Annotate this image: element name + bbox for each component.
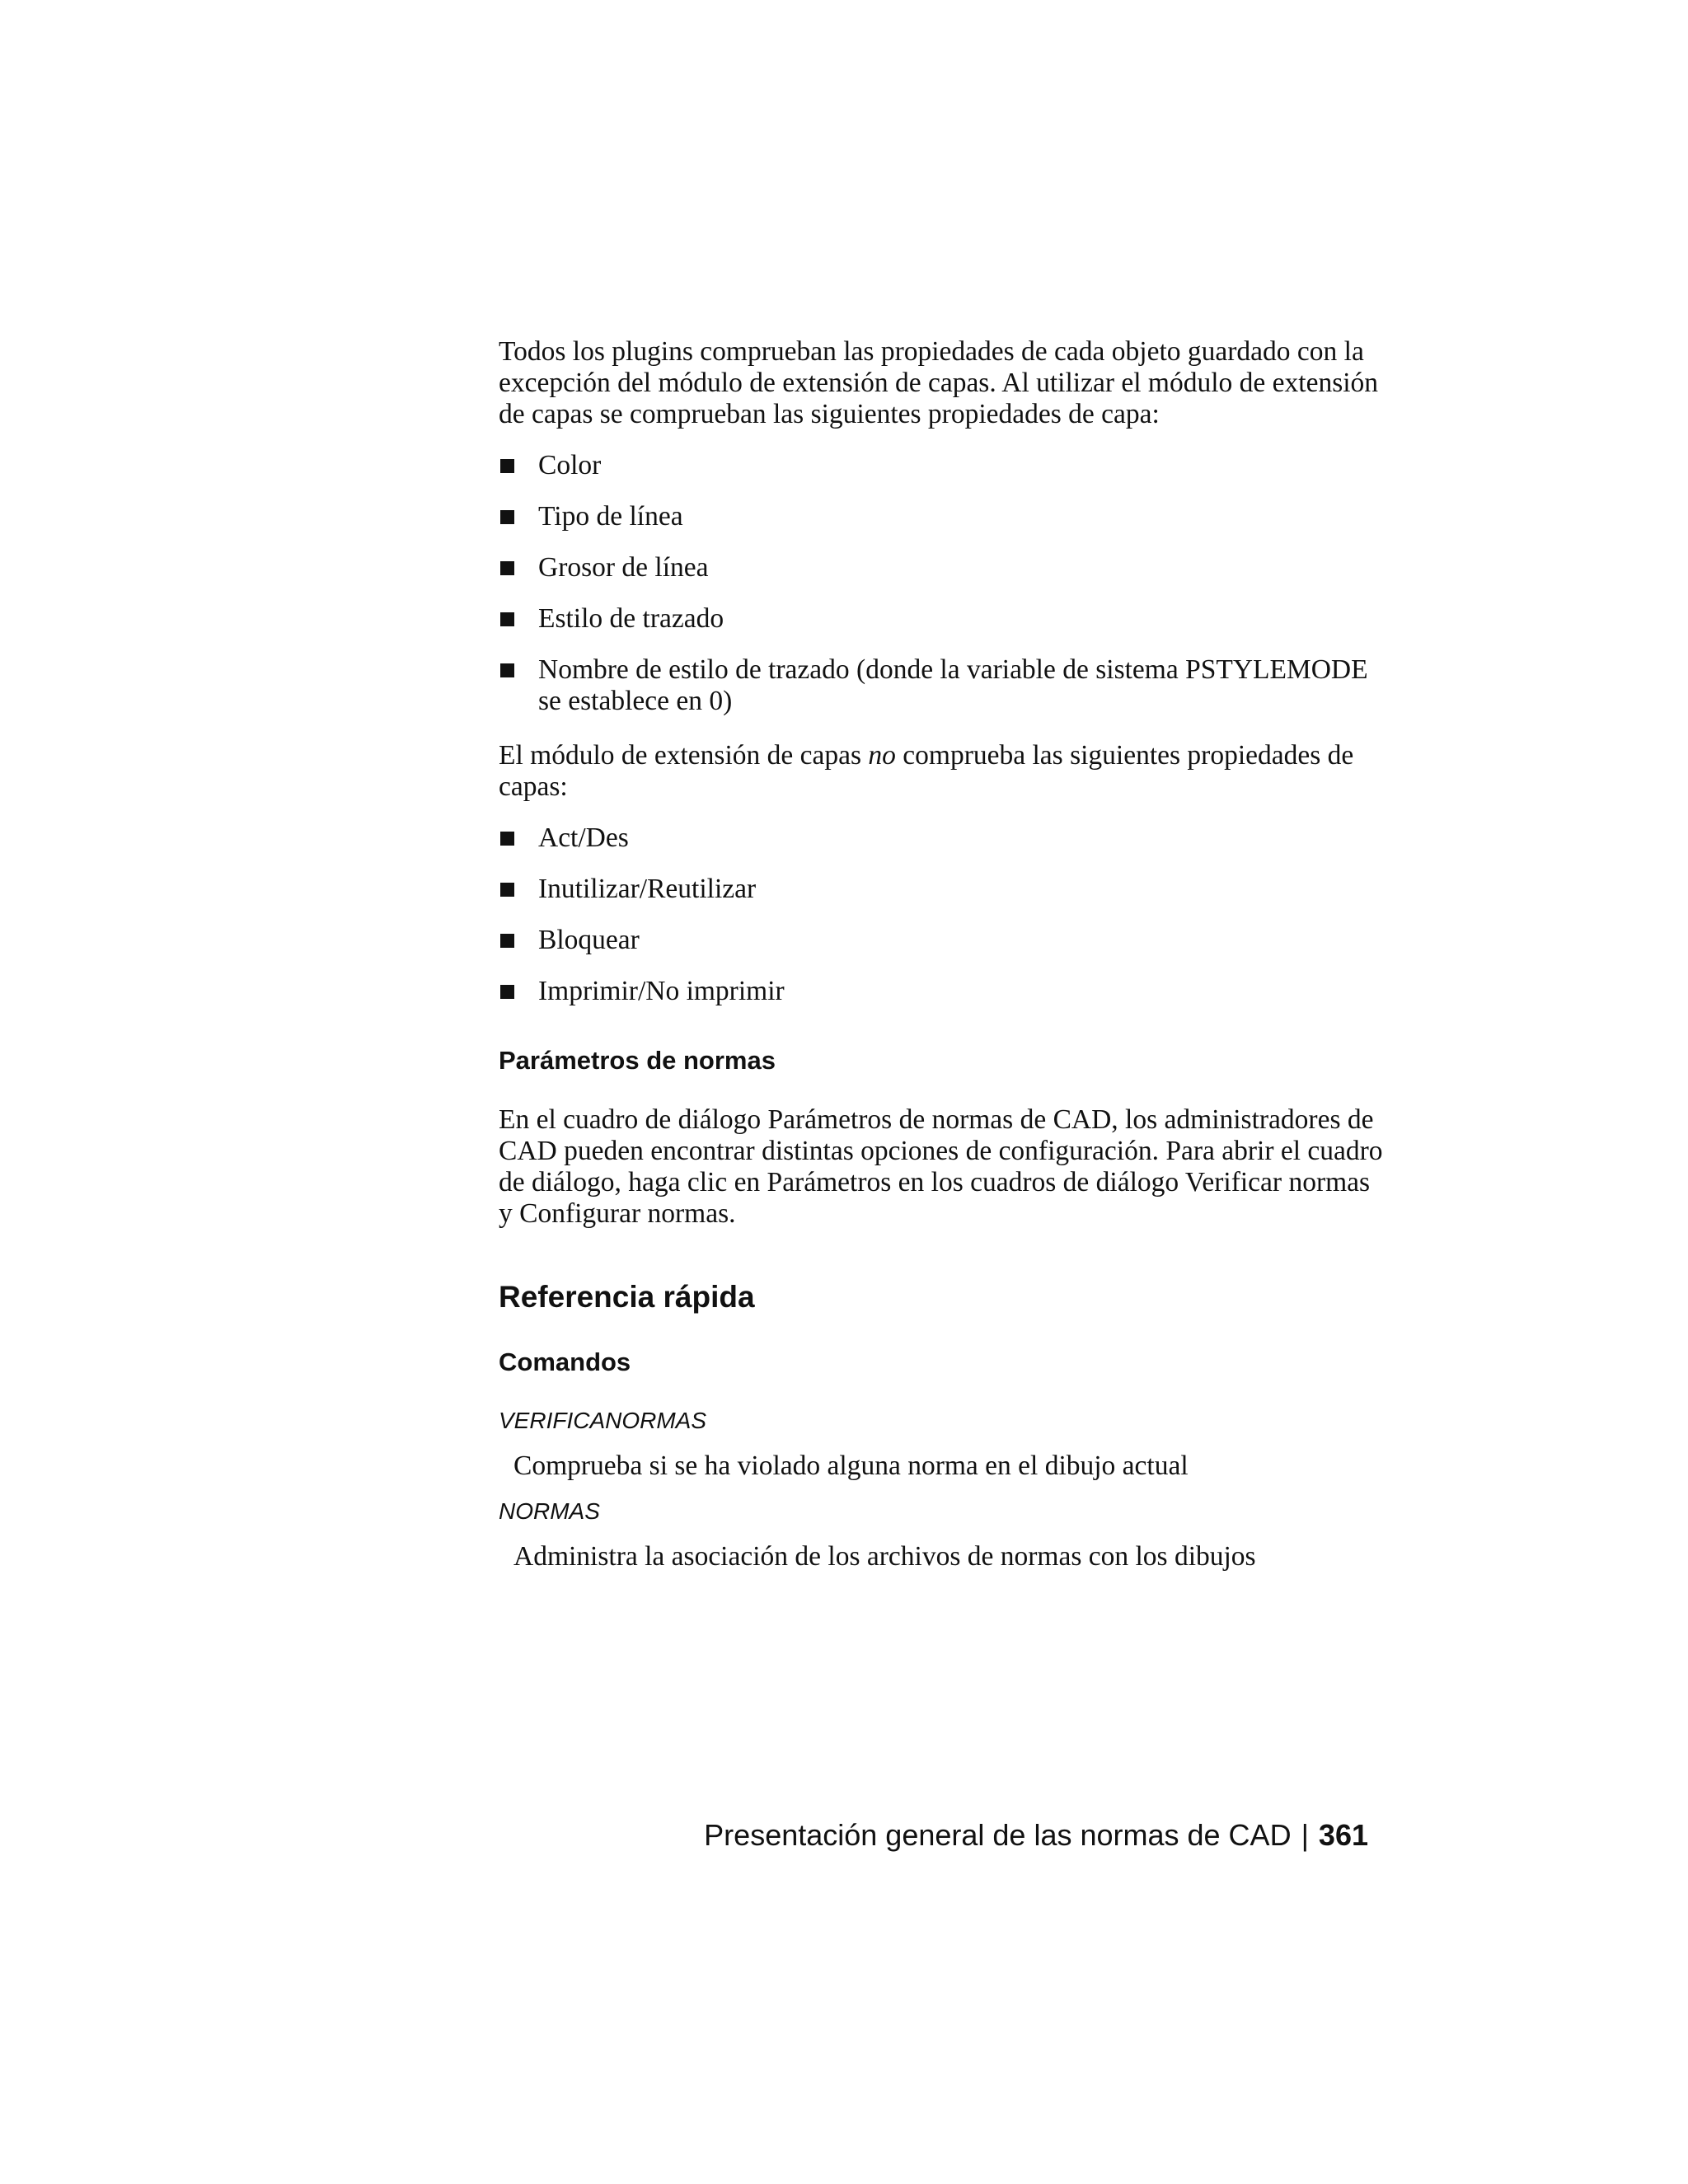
list-item-text: Tipo de línea [538, 501, 683, 532]
list-item-text: Estilo de trazado [538, 603, 724, 634]
intro-paragraph: Todos los plugins comprueban las propiedades de cada objeto guardado con la excepción del módulo de extensión de capas. Al utilizar el módulo de extensión de capas se comprueban las siguientes propiedades de capa: [499, 336, 1379, 429]
square-bullet-icon [500, 561, 514, 575]
square-bullet-icon [500, 934, 514, 948]
quick-reference-heading: Referencia rápida [499, 1280, 755, 1314]
list-item-text: Bloquear [538, 925, 640, 955]
command-name: VERIFICANORMAS [499, 1408, 707, 1433]
list-item [499, 823, 1385, 854]
list-item [499, 976, 1385, 1007]
command-name: NORMAS [499, 1498, 600, 1524]
command-description: Comprueba si se ha violado alguna norma en el dibujo actual [513, 1451, 1189, 1481]
not-checked-emphasis: no [868, 740, 896, 771]
not-checked-text-after: comprueba las siguientes propiedades de capas: [499, 740, 1354, 802]
square-bullet-icon [500, 612, 514, 626]
page-number: 361 [1318, 1818, 1368, 1852]
unchecked-properties-list [499, 823, 1385, 1007]
checked-properties-list [499, 450, 1385, 717]
list-item-text: Inutilizar/Reutilizar [538, 874, 757, 904]
square-bullet-icon [500, 832, 514, 846]
page-footer [495, 1817, 1368, 1854]
list-item [499, 501, 1385, 532]
commands-heading: Comandos [499, 1347, 631, 1376]
list-item [499, 654, 1385, 717]
command-description: Administra la asociación de los archivos de normas con los dibujos [513, 1541, 1256, 1572]
list-item-text: Color [538, 450, 602, 480]
list-item-text: Nombre de estilo de trazado (donde la variable de sistema PSTYLEMODE se establece en 0) [538, 654, 1368, 716]
list-item [499, 925, 1385, 956]
standards-settings-heading: Parámetros de normas [499, 1046, 776, 1075]
list-item-text: Imprimir/No imprimir [538, 976, 785, 1006]
square-bullet-icon [500, 459, 514, 473]
list-item [499, 603, 1385, 635]
list-item [499, 874, 1385, 905]
list-item [499, 552, 1385, 583]
square-bullet-icon [500, 883, 514, 897]
list-item-text: Grosor de línea [538, 552, 709, 583]
standards-settings-paragraph: En el cuadro de diálogo Parámetros de normas de CAD, los administradores de CAD pueden encontrar distintas opciones de configuración. Para abrir el cuadro de diálogo, haga clic en Parámetros en los cuadros de diálogo Verificar normas y Configurar normas. [499, 1104, 1383, 1229]
footer-section-title: Presentación general de las normas de CAD [704, 1818, 1292, 1852]
square-bullet-icon [500, 985, 514, 999]
footer-separator: | [1301, 1818, 1309, 1852]
not-checked-text-before: El módulo de extensión de capas [499, 740, 869, 771]
square-bullet-icon [500, 510, 514, 524]
not-checked-paragraph [499, 740, 1385, 803]
page-content [499, 336, 1385, 1587]
list-item [499, 450, 1385, 481]
square-bullet-icon [500, 663, 514, 677]
list-item-text: Act/Des [538, 823, 629, 853]
